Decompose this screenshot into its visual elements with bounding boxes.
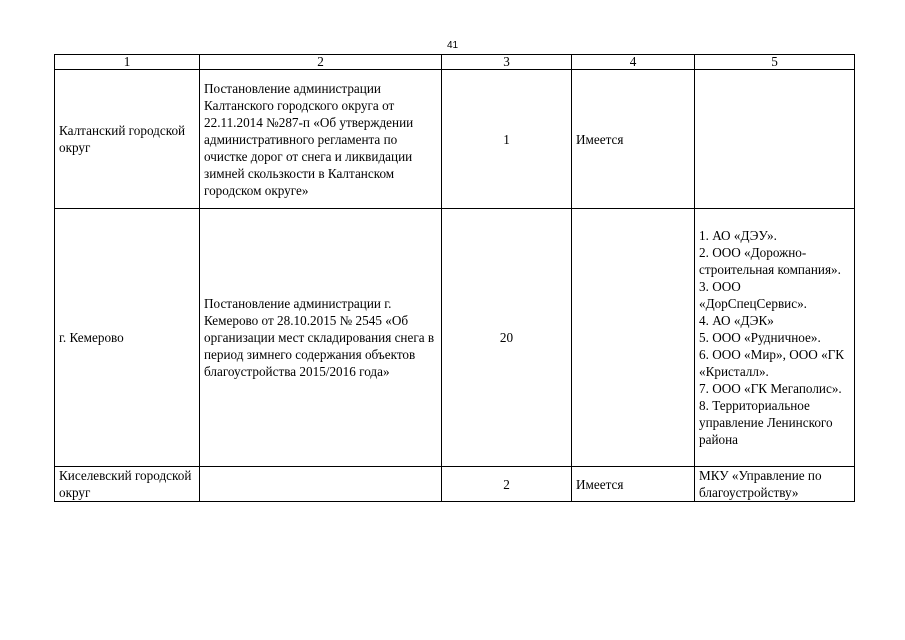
status-cell <box>572 209 695 467</box>
header-cell-4: 4 <box>572 55 695 70</box>
status-cell: Имеется <box>572 70 695 209</box>
header-cell-3: 3 <box>442 55 572 70</box>
table-header-row <box>55 55 855 70</box>
organization-item: 1. АО «ДЭУ». <box>699 228 777 243</box>
municipality-cell: Калтанский городской округ <box>55 70 200 209</box>
document-cell <box>200 467 442 502</box>
data-table <box>54 54 855 502</box>
organizations-cell <box>695 467 855 502</box>
table-row <box>55 70 855 209</box>
municipality-cell: Киселевский городской округ <box>55 467 200 502</box>
header-cell-1: 1 <box>55 55 200 70</box>
count-cell: 2 <box>442 467 572 502</box>
organization-item: 7. ООО «ГК Мегаполис». <box>699 381 842 396</box>
municipality-cell: г. Кемерово <box>55 209 200 467</box>
organization-item: 3. ООО «ДорСпецСервис». <box>699 279 807 311</box>
document-cell: Постановление администрации г. Кемерово от 28.10.2015 № 2545 «Об организации мест складирования снега в период зимнего содержания объектов благоустройства 2015/2016 года» <box>200 209 442 467</box>
header-cell-2: 2 <box>200 55 442 70</box>
organization-item: МКУ «Управление по благоустройству» <box>699 468 822 500</box>
header-cell-5: 5 <box>695 55 855 70</box>
status-cell: Имеется <box>572 467 695 502</box>
page-number: 41 <box>446 40 459 51</box>
count-cell: 20 <box>442 209 572 467</box>
document-cell: Постановление администрации Калтанского городского округа от 22.11.2014 №287-п «Об утверждении административного регламента по очистке дорог от снега и ликвидации зимней скользкости в Калтанском городском округе» <box>200 70 442 209</box>
table-row <box>55 209 855 467</box>
organizations-cell <box>695 209 855 467</box>
organization-item: 2. ООО «Дорожно-строительная компания». <box>699 245 841 277</box>
organizations-cell <box>695 70 855 209</box>
count-cell: 1 <box>442 70 572 209</box>
organization-item: 8. Территориальное управление Ленинского района <box>699 398 833 447</box>
organization-item: 5. ООО «Рудничное». <box>699 330 821 345</box>
organization-item: 4. АО «ДЭК» <box>699 313 774 328</box>
table-row <box>55 467 855 502</box>
organization-item: 6. ООО «Мир», ООО «ГК «Кристалл». <box>699 347 845 379</box>
